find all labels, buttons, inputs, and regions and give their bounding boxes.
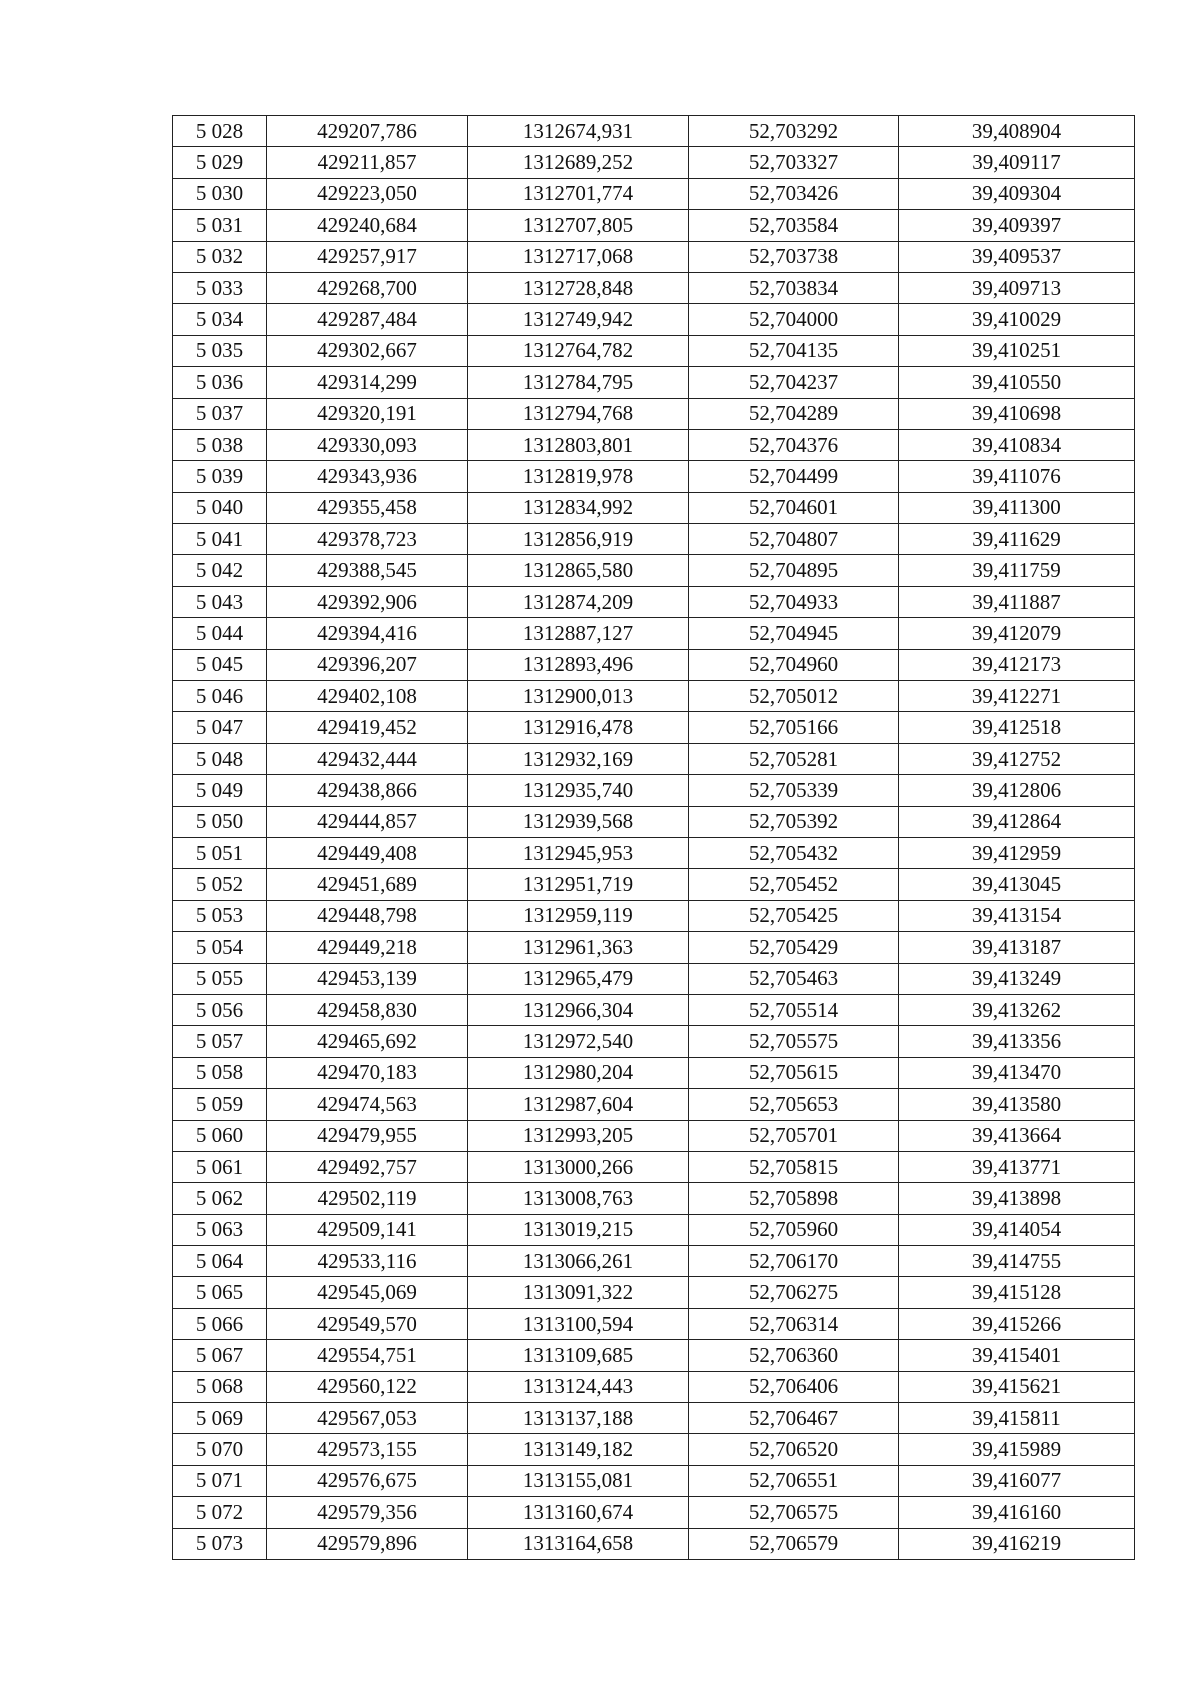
y-coordinate-cell: 1312993,205	[468, 1120, 689, 1151]
point-number-cell: 5 041	[173, 524, 267, 555]
x-coordinate-cell: 429287,484	[267, 304, 468, 335]
latitude-cell: 52,704960	[689, 649, 899, 680]
longitude-cell: 39,413356	[899, 1026, 1135, 1057]
table-row	[173, 272, 1135, 303]
x-coordinate-cell: 429458,830	[267, 994, 468, 1025]
coordinates-table	[172, 115, 1135, 1560]
y-coordinate-cell: 1312865,580	[468, 555, 689, 586]
y-coordinate-cell: 1312834,992	[468, 492, 689, 523]
y-coordinate-cell: 1312874,209	[468, 586, 689, 617]
point-number-cell: 5 051	[173, 837, 267, 868]
latitude-cell: 52,705575	[689, 1026, 899, 1057]
latitude-cell: 52,704499	[689, 461, 899, 492]
y-coordinate-cell: 1313000,266	[468, 1151, 689, 1182]
longitude-cell: 39,409713	[899, 272, 1135, 303]
table-row	[173, 555, 1135, 586]
table-row	[173, 1183, 1135, 1214]
latitude-cell: 52,704237	[689, 367, 899, 398]
point-number-cell: 5 032	[173, 241, 267, 272]
latitude-cell: 52,704601	[689, 492, 899, 523]
table-row	[173, 1528, 1135, 1559]
x-coordinate-cell: 429302,667	[267, 335, 468, 366]
y-coordinate-cell: 1312707,805	[468, 210, 689, 241]
table-row	[173, 681, 1135, 712]
point-number-cell: 5 031	[173, 210, 267, 241]
latitude-cell: 52,705463	[689, 963, 899, 994]
longitude-cell: 39,411629	[899, 524, 1135, 555]
point-number-cell: 5 072	[173, 1497, 267, 1528]
latitude-cell: 52,705392	[689, 806, 899, 837]
point-number-cell: 5 035	[173, 335, 267, 366]
longitude-cell: 39,410834	[899, 429, 1135, 460]
point-number-cell: 5 037	[173, 398, 267, 429]
y-coordinate-cell: 1313137,188	[468, 1403, 689, 1434]
table-row	[173, 1308, 1135, 1339]
x-coordinate-cell: 429419,452	[267, 712, 468, 743]
point-number-cell: 5 046	[173, 681, 267, 712]
latitude-cell: 52,704000	[689, 304, 899, 335]
longitude-cell: 39,413154	[899, 900, 1135, 931]
latitude-cell: 52,706551	[689, 1465, 899, 1496]
y-coordinate-cell: 1312945,953	[468, 837, 689, 868]
longitude-cell: 39,413664	[899, 1120, 1135, 1151]
y-coordinate-cell: 1313019,215	[468, 1214, 689, 1245]
latitude-cell: 52,706520	[689, 1434, 899, 1465]
table-row	[173, 1371, 1135, 1402]
x-coordinate-cell: 429402,108	[267, 681, 468, 712]
point-number-cell: 5 057	[173, 1026, 267, 1057]
table-row	[173, 429, 1135, 460]
table-row	[173, 147, 1135, 178]
point-number-cell: 5 067	[173, 1340, 267, 1371]
x-coordinate-cell: 429545,069	[267, 1277, 468, 1308]
latitude-cell: 52,705012	[689, 681, 899, 712]
y-coordinate-cell: 1312819,978	[468, 461, 689, 492]
y-coordinate-cell: 1313109,685	[468, 1340, 689, 1371]
point-number-cell: 5 058	[173, 1057, 267, 1088]
point-number-cell: 5 055	[173, 963, 267, 994]
table-row	[173, 1089, 1135, 1120]
longitude-cell: 39,416219	[899, 1528, 1135, 1559]
longitude-cell: 39,412271	[899, 681, 1135, 712]
y-coordinate-cell: 1312935,740	[468, 775, 689, 806]
latitude-cell: 52,705281	[689, 743, 899, 774]
x-coordinate-cell: 429240,684	[267, 210, 468, 241]
latitude-cell: 52,705429	[689, 932, 899, 963]
x-coordinate-cell: 429438,866	[267, 775, 468, 806]
point-number-cell: 5 054	[173, 932, 267, 963]
latitude-cell: 52,705432	[689, 837, 899, 868]
point-number-cell: 5 064	[173, 1246, 267, 1277]
x-coordinate-cell: 429509,141	[267, 1214, 468, 1245]
y-coordinate-cell: 1312951,719	[468, 869, 689, 900]
y-coordinate-cell: 1312972,540	[468, 1026, 689, 1057]
table-row	[173, 335, 1135, 366]
longitude-cell: 39,411759	[899, 555, 1135, 586]
longitude-cell: 39,410029	[899, 304, 1135, 335]
x-coordinate-cell: 429549,570	[267, 1308, 468, 1339]
x-coordinate-cell: 429268,700	[267, 272, 468, 303]
y-coordinate-cell: 1313008,763	[468, 1183, 689, 1214]
point-number-cell: 5 043	[173, 586, 267, 617]
x-coordinate-cell: 429394,416	[267, 618, 468, 649]
longitude-cell: 39,412752	[899, 743, 1135, 774]
longitude-cell: 39,416160	[899, 1497, 1135, 1528]
point-number-cell: 5 048	[173, 743, 267, 774]
x-coordinate-cell: 429448,798	[267, 900, 468, 931]
latitude-cell: 52,703426	[689, 178, 899, 209]
x-coordinate-cell: 429474,563	[267, 1089, 468, 1120]
point-number-cell: 5 034	[173, 304, 267, 335]
table-row	[173, 492, 1135, 523]
x-coordinate-cell: 429432,444	[267, 743, 468, 774]
y-coordinate-cell: 1313160,674	[468, 1497, 689, 1528]
point-number-cell: 5 029	[173, 147, 267, 178]
y-coordinate-cell: 1312784,795	[468, 367, 689, 398]
latitude-cell: 52,705425	[689, 900, 899, 931]
latitude-cell: 52,703738	[689, 241, 899, 272]
x-coordinate-cell: 429320,191	[267, 398, 468, 429]
point-number-cell: 5 045	[173, 649, 267, 680]
latitude-cell: 52,706360	[689, 1340, 899, 1371]
table-row	[173, 1026, 1135, 1057]
latitude-cell: 52,705960	[689, 1214, 899, 1245]
point-number-cell: 5 040	[173, 492, 267, 523]
x-coordinate-cell: 429576,675	[267, 1465, 468, 1496]
x-coordinate-cell: 429567,053	[267, 1403, 468, 1434]
y-coordinate-cell: 1312689,252	[468, 147, 689, 178]
table-row	[173, 1214, 1135, 1245]
longitude-cell: 39,412806	[899, 775, 1135, 806]
y-coordinate-cell: 1312887,127	[468, 618, 689, 649]
table-row	[173, 837, 1135, 868]
y-coordinate-cell: 1312701,774	[468, 178, 689, 209]
latitude-cell: 52,704289	[689, 398, 899, 429]
y-coordinate-cell: 1312939,568	[468, 806, 689, 837]
longitude-cell: 39,413187	[899, 932, 1135, 963]
table-row	[173, 178, 1135, 209]
table-row	[173, 1497, 1135, 1528]
longitude-cell: 39,410251	[899, 335, 1135, 366]
table-row	[173, 367, 1135, 398]
y-coordinate-cell: 1312764,782	[468, 335, 689, 366]
x-coordinate-cell: 429560,122	[267, 1371, 468, 1402]
x-coordinate-cell: 429492,757	[267, 1151, 468, 1182]
x-coordinate-cell: 429579,356	[267, 1497, 468, 1528]
x-coordinate-cell: 429330,093	[267, 429, 468, 460]
x-coordinate-cell: 429314,299	[267, 367, 468, 398]
point-number-cell: 5 044	[173, 618, 267, 649]
x-coordinate-cell: 429444,857	[267, 806, 468, 837]
table-row	[173, 210, 1135, 241]
longitude-cell: 39,413262	[899, 994, 1135, 1025]
longitude-cell: 39,413249	[899, 963, 1135, 994]
table-row	[173, 1434, 1135, 1465]
longitude-cell: 39,409117	[899, 147, 1135, 178]
latitude-cell: 52,704135	[689, 335, 899, 366]
latitude-cell: 52,705898	[689, 1183, 899, 1214]
longitude-cell: 39,415401	[899, 1340, 1135, 1371]
longitude-cell: 39,411076	[899, 461, 1135, 492]
latitude-cell: 52,705615	[689, 1057, 899, 1088]
point-number-cell: 5 053	[173, 900, 267, 931]
point-number-cell: 5 039	[173, 461, 267, 492]
y-coordinate-cell: 1312916,478	[468, 712, 689, 743]
point-number-cell: 5 060	[173, 1120, 267, 1151]
x-coordinate-cell: 429451,689	[267, 869, 468, 900]
point-number-cell: 5 033	[173, 272, 267, 303]
x-coordinate-cell: 429533,116	[267, 1246, 468, 1277]
longitude-cell: 39,411887	[899, 586, 1135, 617]
longitude-cell: 39,413898	[899, 1183, 1135, 1214]
table-row	[173, 461, 1135, 492]
point-number-cell: 5 028	[173, 116, 267, 147]
table-row	[173, 869, 1135, 900]
longitude-cell: 39,413470	[899, 1057, 1135, 1088]
latitude-cell: 52,703292	[689, 116, 899, 147]
latitude-cell: 52,705815	[689, 1151, 899, 1182]
x-coordinate-cell: 429392,906	[267, 586, 468, 617]
y-coordinate-cell: 1312980,204	[468, 1057, 689, 1088]
latitude-cell: 52,706579	[689, 1528, 899, 1559]
latitude-cell: 52,705653	[689, 1089, 899, 1120]
y-coordinate-cell: 1312717,068	[468, 241, 689, 272]
x-coordinate-cell: 429449,218	[267, 932, 468, 963]
y-coordinate-cell: 1312728,848	[468, 272, 689, 303]
x-coordinate-cell: 429554,751	[267, 1340, 468, 1371]
table-row	[173, 1465, 1135, 1496]
x-coordinate-cell: 429396,207	[267, 649, 468, 680]
point-number-cell: 5 066	[173, 1308, 267, 1339]
y-coordinate-cell: 1312674,931	[468, 116, 689, 147]
x-coordinate-cell: 429211,857	[267, 147, 468, 178]
table-row	[173, 743, 1135, 774]
y-coordinate-cell: 1312959,119	[468, 900, 689, 931]
latitude-cell: 52,705701	[689, 1120, 899, 1151]
point-number-cell: 5 065	[173, 1277, 267, 1308]
table-row	[173, 775, 1135, 806]
table-row	[173, 806, 1135, 837]
y-coordinate-cell: 1312856,919	[468, 524, 689, 555]
y-coordinate-cell: 1312961,363	[468, 932, 689, 963]
y-coordinate-cell: 1313149,182	[468, 1434, 689, 1465]
table-row	[173, 994, 1135, 1025]
point-number-cell: 5 056	[173, 994, 267, 1025]
table-row	[173, 241, 1135, 272]
latitude-cell: 52,705339	[689, 775, 899, 806]
table-row	[173, 1120, 1135, 1151]
latitude-cell: 52,706467	[689, 1403, 899, 1434]
table-row	[173, 618, 1135, 649]
longitude-cell: 39,414755	[899, 1246, 1135, 1277]
point-number-cell: 5 030	[173, 178, 267, 209]
longitude-cell: 39,414054	[899, 1214, 1135, 1245]
longitude-cell: 39,415266	[899, 1308, 1135, 1339]
latitude-cell: 52,706575	[689, 1497, 899, 1528]
longitude-cell: 39,413771	[899, 1151, 1135, 1182]
point-number-cell: 5 038	[173, 429, 267, 460]
point-number-cell: 5 062	[173, 1183, 267, 1214]
longitude-cell: 39,415621	[899, 1371, 1135, 1402]
table-row	[173, 1246, 1135, 1277]
table-row	[173, 524, 1135, 555]
latitude-cell: 52,704933	[689, 586, 899, 617]
point-number-cell: 5 070	[173, 1434, 267, 1465]
y-coordinate-cell: 1312803,801	[468, 429, 689, 460]
y-coordinate-cell: 1312900,013	[468, 681, 689, 712]
x-coordinate-cell: 429573,155	[267, 1434, 468, 1465]
table-row	[173, 932, 1135, 963]
longitude-cell: 39,408904	[899, 116, 1135, 147]
latitude-cell: 52,706170	[689, 1246, 899, 1277]
x-coordinate-cell: 429223,050	[267, 178, 468, 209]
table-row	[173, 398, 1135, 429]
latitude-cell: 52,705166	[689, 712, 899, 743]
y-coordinate-cell: 1312794,768	[468, 398, 689, 429]
y-coordinate-cell: 1313124,443	[468, 1371, 689, 1402]
table-row	[173, 963, 1135, 994]
longitude-cell: 39,416077	[899, 1465, 1135, 1496]
point-number-cell: 5 059	[173, 1089, 267, 1120]
longitude-cell: 39,409537	[899, 241, 1135, 272]
longitude-cell: 39,415989	[899, 1434, 1135, 1465]
y-coordinate-cell: 1312749,942	[468, 304, 689, 335]
y-coordinate-cell: 1313091,322	[468, 1277, 689, 1308]
latitude-cell: 52,704945	[689, 618, 899, 649]
point-number-cell: 5 049	[173, 775, 267, 806]
x-coordinate-cell: 429257,917	[267, 241, 468, 272]
point-number-cell: 5 069	[173, 1403, 267, 1434]
longitude-cell: 39,412173	[899, 649, 1135, 680]
x-coordinate-cell: 429207,786	[267, 116, 468, 147]
table-row	[173, 1277, 1135, 1308]
x-coordinate-cell: 429579,896	[267, 1528, 468, 1559]
x-coordinate-cell: 429453,139	[267, 963, 468, 994]
point-number-cell: 5 042	[173, 555, 267, 586]
point-number-cell: 5 071	[173, 1465, 267, 1496]
longitude-cell: 39,410550	[899, 367, 1135, 398]
latitude-cell: 52,706314	[689, 1308, 899, 1339]
longitude-cell: 39,413045	[899, 869, 1135, 900]
latitude-cell: 52,703834	[689, 272, 899, 303]
x-coordinate-cell: 429502,119	[267, 1183, 468, 1214]
y-coordinate-cell: 1312893,496	[468, 649, 689, 680]
latitude-cell: 52,703584	[689, 210, 899, 241]
longitude-cell: 39,412864	[899, 806, 1135, 837]
x-coordinate-cell: 429343,936	[267, 461, 468, 492]
x-coordinate-cell: 429465,692	[267, 1026, 468, 1057]
point-number-cell: 5 036	[173, 367, 267, 398]
y-coordinate-cell: 1313164,658	[468, 1528, 689, 1559]
x-coordinate-cell: 429388,545	[267, 555, 468, 586]
longitude-cell: 39,412518	[899, 712, 1135, 743]
x-coordinate-cell: 429470,183	[267, 1057, 468, 1088]
y-coordinate-cell: 1312932,169	[468, 743, 689, 774]
x-coordinate-cell: 429449,408	[267, 837, 468, 868]
table-row	[173, 1057, 1135, 1088]
table-row	[173, 304, 1135, 335]
point-number-cell: 5 052	[173, 869, 267, 900]
longitude-cell: 39,411300	[899, 492, 1135, 523]
point-number-cell: 5 068	[173, 1371, 267, 1402]
longitude-cell: 39,412079	[899, 618, 1135, 649]
table-row	[173, 1340, 1135, 1371]
longitude-cell: 39,409397	[899, 210, 1135, 241]
y-coordinate-cell: 1313066,261	[468, 1246, 689, 1277]
latitude-cell: 52,704895	[689, 555, 899, 586]
point-number-cell: 5 061	[173, 1151, 267, 1182]
table-row	[173, 1151, 1135, 1182]
longitude-cell: 39,415128	[899, 1277, 1135, 1308]
table-row	[173, 116, 1135, 147]
table-row	[173, 649, 1135, 680]
point-number-cell: 5 047	[173, 712, 267, 743]
y-coordinate-cell: 1313100,594	[468, 1308, 689, 1339]
table-row	[173, 1403, 1135, 1434]
latitude-cell: 52,706275	[689, 1277, 899, 1308]
table-row	[173, 900, 1135, 931]
coordinates-table-body	[173, 116, 1135, 1560]
y-coordinate-cell: 1312987,604	[468, 1089, 689, 1120]
x-coordinate-cell: 429479,955	[267, 1120, 468, 1151]
longitude-cell: 39,410698	[899, 398, 1135, 429]
y-coordinate-cell: 1312966,304	[468, 994, 689, 1025]
longitude-cell: 39,413580	[899, 1089, 1135, 1120]
y-coordinate-cell: 1312965,479	[468, 963, 689, 994]
x-coordinate-cell: 429355,458	[267, 492, 468, 523]
latitude-cell: 52,704807	[689, 524, 899, 555]
x-coordinate-cell: 429378,723	[267, 524, 468, 555]
longitude-cell: 39,415811	[899, 1403, 1135, 1434]
latitude-cell: 52,703327	[689, 147, 899, 178]
longitude-cell: 39,412959	[899, 837, 1135, 868]
latitude-cell: 52,706406	[689, 1371, 899, 1402]
table-row	[173, 712, 1135, 743]
latitude-cell: 52,705452	[689, 869, 899, 900]
point-number-cell: 5 063	[173, 1214, 267, 1245]
y-coordinate-cell: 1313155,081	[468, 1465, 689, 1496]
latitude-cell: 52,704376	[689, 429, 899, 460]
point-number-cell: 5 050	[173, 806, 267, 837]
table-row	[173, 586, 1135, 617]
latitude-cell: 52,705514	[689, 994, 899, 1025]
point-number-cell: 5 073	[173, 1528, 267, 1559]
longitude-cell: 39,409304	[899, 178, 1135, 209]
